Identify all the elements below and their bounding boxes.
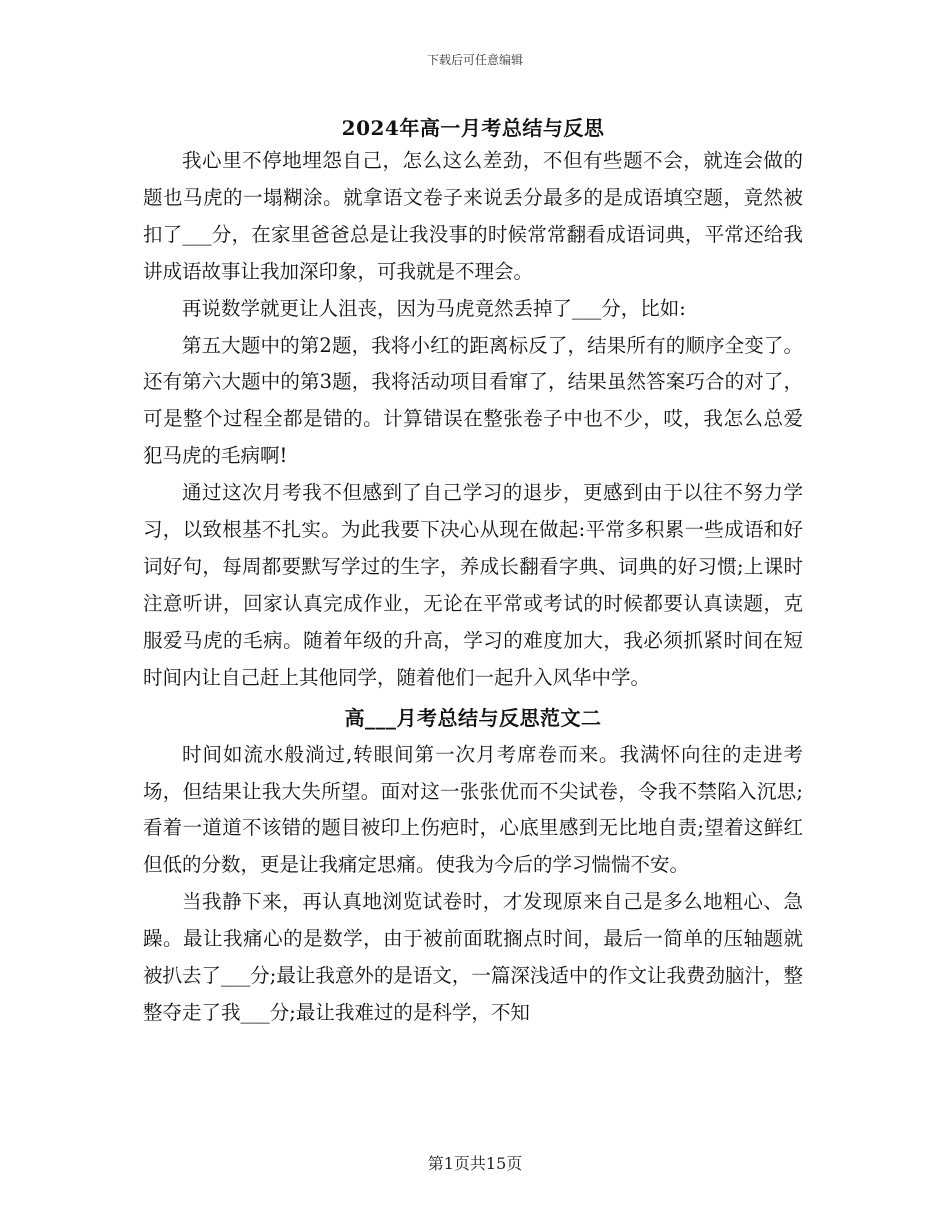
paragraph: 通过这次月考我不但感到了自己学习的退步，更感到由于以往不努力学习，以致根基不扎实。为此我要下决心从现在做起:平常多积累一些成语和好词好句，每周都要默写学过的生字，养成长翻看字典、词典的好习惯;上课时注意听讲，回家认真完成作业，无论在平常或考试的时候都要认真读题，克服爱马虎的毛病。随着年级的升高，学习的难度加大，我必须抓紧时间在短时间内让自己赶上其他同学，随着他们一起升入风华中学。: [143, 481, 803, 689]
document-title: 2024年高一月考总结与反思: [341, 116, 605, 140]
paragraph: 我心里不停地埋怨自己，怎么这么差劲，不但有些题不会，就连会做的题也马虎的一塌糊涂。就拿语文卷子来说丢分最多的是成语填空题，竟然被扣了___分，在家里爸爸总是让我没事的时候常常翻看成语词典，平常还给我讲成语故事让我加深印象，可我就是不理会。: [143, 149, 803, 283]
page-header: 下载后可任意编辑: [426, 53, 523, 67]
paragraph: 第五大题中的第2题，我将小红的距离标反了，结果所有的顺序全变了。还有第六大题中的第3题，我将活动项目看窜了，结果虽然答案巧合的对了，可是整个过程全都是错的。计算错误在整张卷子中也不少，哎，我怎么总爱犯马虎的毛病啊!: [143, 333, 803, 468]
document-body: [143, 113, 803, 1032]
page-number: 第1页共15页: [427, 1154, 523, 1173]
paragraph: 当我静下来，再认真地浏览试卷时，才发现原来自己是多么地粗心、急躁。最让我痛心的是数学，由于被前面耽搁点时间，最后一简单的压轴题就被扒去了___分;最让我意外的是语文，一篇深浅适中的作文让我费劲脑汁，整整夺走了我___分;最让我难过的是科学，不知: [143, 890, 803, 1024]
paragraph: 时间如流水般淌过,转眼间第一次月考席卷而来。我满怀向往的走进考场，但结果让我大失所望。面对这一张张优而不尖试卷，令我不禁陷入沉思;看着一道道不该错的题目被印上伤疤时，心底里感到无比地自责;望着这鲜红但低的分数，更是让我痛定思痛。使我为今后的学习惴惴不安。: [143, 742, 803, 877]
section-title: 高___月考总结与反思范文二: [344, 705, 602, 730]
paragraph: 再说数学就更让人沮丧，因为马虎竟然丢掉了___分，比如:: [182, 296, 686, 320]
